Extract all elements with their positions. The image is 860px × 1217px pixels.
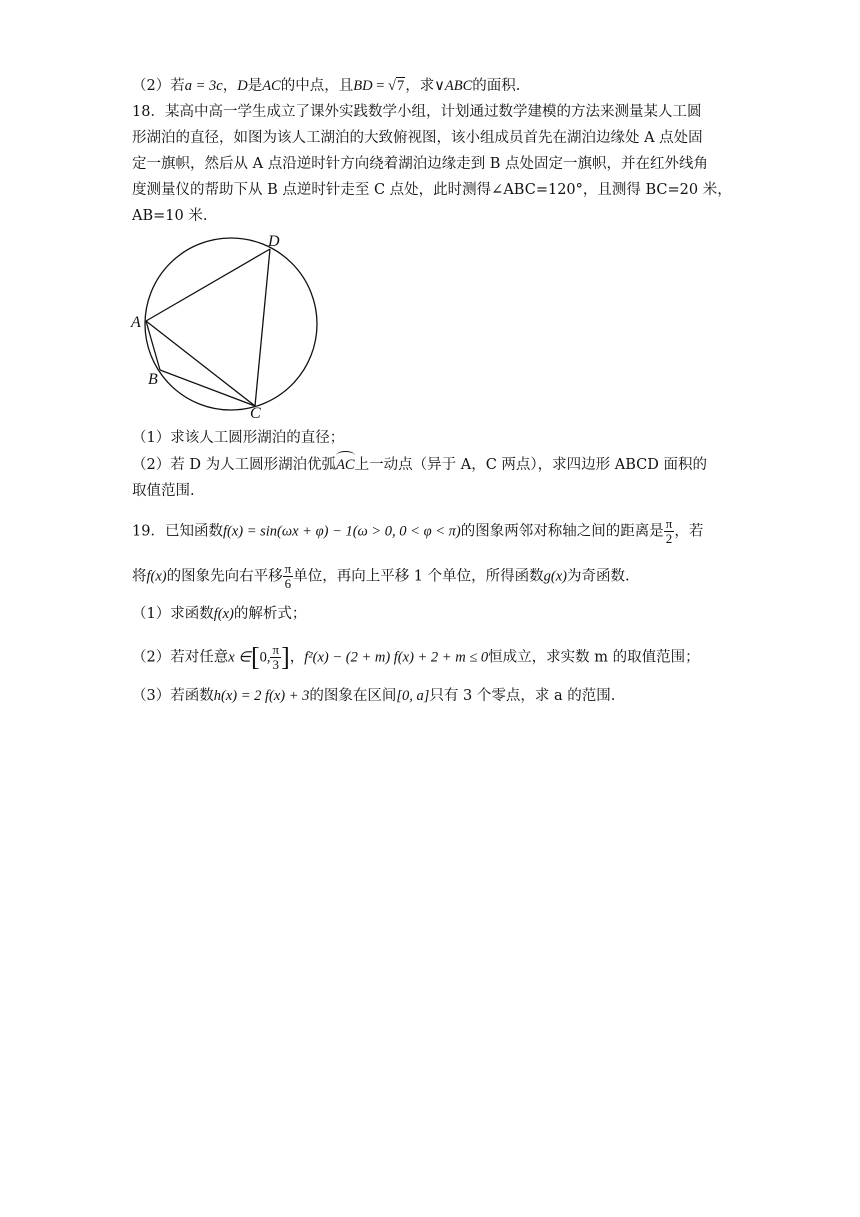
q17-part2 (132, 76, 520, 96)
label-b: B (148, 371, 158, 388)
q17-ac: AC (262, 78, 281, 94)
q19-l1-c: ，若 (674, 523, 704, 540)
label-d: D (268, 233, 280, 250)
q19-p3-a: （3）若函数 (132, 688, 214, 704)
q17-sqrt: √7 (388, 78, 405, 94)
q17-d: D (237, 78, 248, 94)
frac-pi-6 (283, 562, 294, 591)
frac-num: π (284, 561, 292, 576)
q17-text2: 的中点，且 (280, 78, 354, 94)
left-bracket: [ (250, 642, 260, 672)
right-bracket: ] (281, 642, 290, 672)
q19-part1 (132, 604, 306, 624)
q19-l2-d: 为奇函数. (567, 568, 630, 585)
q18-part2-b: 上一动点（异于 A，C 两点），求四边形 ABCD 面积的 (354, 457, 707, 473)
q18-line5: AB=10 米. (132, 208, 208, 224)
q17-part2-label: （2）若 (132, 78, 185, 94)
q19-p1-fx: f(x) (213, 606, 234, 622)
q19-p2-b: ， (289, 649, 305, 666)
q19-p3-interval: [0, a] (396, 688, 430, 704)
q19-l1-a: 19．已知函数 (132, 523, 223, 540)
q18-line4: 度测量仪的帮助下从 B 点逆时针走至 C 点处，此时测得∠ABC=120°，且测得 BC=20 米， (132, 182, 732, 198)
q19-p2-zero: 0, (259, 649, 271, 666)
frac-den: 2 (665, 531, 673, 546)
q19-part3 (132, 686, 615, 706)
q17-sep: ， (222, 78, 238, 94)
lake-figure (125, 228, 325, 423)
q19-func-def: f(x) = sin(ωx + φ) − 1(ω > 0, 0 < φ < π) (222, 523, 461, 540)
q17-bd: BD (353, 78, 373, 94)
q19-line2 (132, 562, 630, 591)
q19-p2-x: x ∈ (228, 649, 251, 666)
q17-cond1: a = 3c (184, 78, 223, 94)
q17-eq: = (372, 78, 389, 94)
q19-p2-ineq: f²(x) − (2 + m) f(x) + 2 + m ≤ 0 (304, 649, 489, 666)
frac-pi-3 (270, 643, 281, 672)
q18-part2-cont: 取值范围. (132, 483, 195, 499)
q19-p1-a: （1）求函数 (132, 606, 214, 622)
q18-part2 (132, 455, 707, 475)
q19-p3-c: 只有 3 个零点，求 a 的范围. (429, 688, 616, 704)
q19-p2-c: 恒成立，求实数 m 的取值范围； (488, 649, 700, 666)
q17-sqrt-value: 7 (396, 78, 405, 94)
q19-l2-b: 的图象先向右平移 (166, 568, 283, 585)
frac-den: 3 (272, 657, 280, 672)
label-a: A (131, 314, 141, 331)
q19-l2-a: 将 (132, 568, 147, 585)
q18-part1: （1）求该人工圆形湖泊的直径； (132, 430, 345, 446)
q19-p2-a: （2）若对任意 (132, 649, 229, 666)
q19-line1 (132, 517, 703, 546)
q18-line1: 18．某高中高一学生成立了课外实践数学小组，计划通过数学建模的方法来测量某人工圆 (132, 104, 702, 120)
q17-text1: 是 (247, 78, 263, 94)
frac-num: π (272, 642, 280, 657)
lake-circle (145, 238, 317, 410)
q17-abc: ABC (444, 78, 473, 94)
q17-text3: ，求∨ (405, 78, 445, 94)
q18-line2: 形湖泊的直径，如图为该人工湖泊的大致俯视图，该小组成员首先在湖泊边缘处 A 点处固 (132, 130, 703, 146)
q19-part2 (132, 643, 700, 672)
arc-ac: AC (336, 457, 355, 473)
q19-l1-b: 的图象两邻对称轴之间的距离是 (460, 523, 664, 540)
q19-l2-fx: f(x) (146, 568, 167, 585)
q17-text4: 的面积. (472, 78, 521, 94)
segment-ac (146, 321, 255, 406)
q18-part2-a: （2）若 D 为人工圆形湖泊优弧 (132, 457, 337, 473)
label-c: C (250, 405, 261, 422)
q19-l2-gx: g(x) (543, 568, 567, 585)
frac-num: π (665, 516, 673, 531)
segment-ad (146, 249, 270, 321)
segment-dc (255, 249, 270, 406)
q19-p3-h: h(x) = 2 f(x) + 3 (213, 688, 310, 704)
q18-line3: 定一旗帜，然后从 A 点沿逆时针方向绕着湖泊边缘走到 B 点处固定一旗帜，并在红外线角 (132, 156, 709, 172)
frac-pi-2 (664, 517, 675, 546)
q19-p3-b: 的图象在区间 (309, 688, 397, 704)
q19-p1-b: 的解析式； (233, 606, 307, 622)
q19-l2-c: 单位，再向上平移 1 个单位，所得函数 (293, 568, 544, 585)
frac-den: 6 (284, 576, 292, 591)
